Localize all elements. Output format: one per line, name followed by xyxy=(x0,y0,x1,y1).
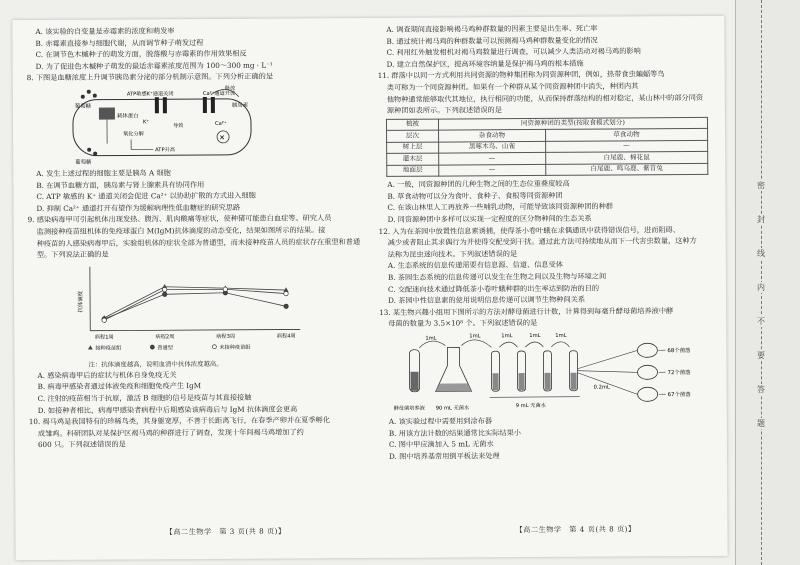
fig-label-plate-volume: 0.2mL xyxy=(593,384,610,391)
q9-stem-line-2: 监测接种疫苗组机体的免疫球蛋白 M(IgM)抗体滴度的动态变化，结果如图所示的结果。接 xyxy=(36,225,326,236)
table-cell: 树上层 xyxy=(387,142,439,154)
legend-marker xyxy=(88,345,93,349)
x-tick-label: 病程2周 xyxy=(155,333,175,341)
q10-stem-line-2: 成雏鸡。科研团队对某保护区褐马鸡的种群进行了调查，发现十年间褐马鸡增加了约 xyxy=(37,427,304,438)
table-cell: 白尾鹿、鸣乌鹿、紫苜兔 xyxy=(546,163,708,175)
table-row xyxy=(387,163,708,176)
fig-label-flask: 90 mL 无菌水 xyxy=(435,405,470,412)
fig-label-atp-up: ATP升高 xyxy=(155,147,176,154)
x-tick-label: 病程4周 xyxy=(276,333,296,340)
fig-label-transporter: 载体蛋白 xyxy=(116,113,139,120)
q9-stem-line-1: 9. 感染病毒甲可引起机体出现发热、腹泻、肌肉酸痛等症状，使种猪可能患白血症等。研究人员 xyxy=(27,213,332,225)
q13-option-d: D. 图中培养基常用倒平板法来处理 xyxy=(388,450,500,461)
series-line xyxy=(104,286,286,318)
seal-char: 密 xyxy=(752,180,770,191)
fig-label-glucose-2: 葡萄糖 xyxy=(75,159,92,166)
petri-dish-icons xyxy=(637,343,657,401)
q8-option-b: B. 在调节血糖方面，胰岛素与肾上腺素具有协同作用 xyxy=(36,179,205,190)
table-head-omnivore: 杂食动物 xyxy=(438,130,545,142)
fig-label-ca-ion: Ca²⁺ xyxy=(214,120,227,127)
y-axis-label: 抗体滴度 xyxy=(78,290,85,313)
fig-label-water: 9 mL 无菌水 xyxy=(515,402,546,410)
q11-option-a: A. 一般，同资源种团的几种生物之间的生态位重叠度较高 xyxy=(387,179,570,190)
table-head-herbivore: 草食动物 xyxy=(545,129,707,141)
dilution-tubes xyxy=(491,351,577,392)
fig-label-insulin: 胰岛素 xyxy=(231,102,249,109)
q8-option-d: D. 抑制 Ca²⁺ 通道打开有望作为缓解病理性低血糖症的研究思路 xyxy=(36,202,241,213)
q11-stem-line-2: 类可称为一个同资源种团。如果有一个种群从某个同资源种团中消失，种团内其 xyxy=(386,81,639,92)
q9-option-a: A. 感染病毒甲后的症状与机体自身免疫无关 xyxy=(37,369,177,380)
table-cell: 灌木层 xyxy=(387,153,439,165)
data-point xyxy=(162,292,166,296)
table-cell: — xyxy=(439,153,546,165)
fig-label-glucose: 葡萄糖 xyxy=(74,103,92,110)
exam-sheet xyxy=(12,16,727,560)
series-line xyxy=(104,292,286,319)
q11-stem-line-4: 源种团如表所示。下列叙述错误的是 xyxy=(386,105,502,116)
table-cell: 地面层 xyxy=(387,165,439,177)
fig-label-1ml-e: 1mL xyxy=(555,332,567,339)
x-tick-label: 病程1周 xyxy=(94,334,114,341)
q8-stem: 8. 下图是血糖浓度上升调节胰岛素分泌的部分机制示意图。下列分析正确的是 xyxy=(26,71,274,83)
table-head-group: 同资源种团的类型(按取食模式划分) xyxy=(438,117,707,130)
species-guild-table xyxy=(386,117,708,177)
q12-stem-line-2: 减少或者阻止其求偶行为并使得交配受到干扰。通过此方法可持续地从而下一代害虫数量，这种方 xyxy=(387,236,697,248)
q7-option-c: C. 在调节色木槭种子的萌发方面，脱落酸与赤霉素的作用效果相反 xyxy=(35,48,247,60)
transporter-protein-icon xyxy=(99,108,115,120)
q11-stem-line-1: 11. 群落中以同一方式利用共同资源的物种集团称为同资源种团，例如，热带食虫蝙蝠等鸟 xyxy=(377,69,665,81)
q11-option-c: C. 在该山林里人工再放养一些哺乳动物，可能导致该同资源种团的种群 xyxy=(387,201,613,213)
table-cell: — xyxy=(439,164,546,176)
legend-label: 接种疫苗组 xyxy=(95,345,122,352)
q9-chart-container xyxy=(28,259,367,361)
q7-option-d: D. 为了促进色木槭种子萌发的最适赤霉素浓度范围为 100～300 mg · L⁻¹ xyxy=(35,60,273,71)
q11-stem-line-3: 他物种通常能够取代其地位，执行相同的功能，从而保持群落结构的相对稳定，某山林中的部分同资 xyxy=(386,92,704,104)
fig-label-1ml-a: 1mL xyxy=(425,335,437,342)
seal-char: 要 xyxy=(752,350,770,361)
fig-label-ca-channel: Ca²⁺通道开放 xyxy=(202,90,236,97)
q13-figure xyxy=(379,328,718,416)
seal-char: 答 xyxy=(752,384,770,395)
q10-option-b: B. 通过统计褐马鸡的种群数量可以预测褐马鸡种群数量变化的情况 xyxy=(386,35,598,46)
antibody-titer-chart xyxy=(28,259,367,361)
seal-char: 不 xyxy=(752,316,770,327)
data-point xyxy=(284,304,288,308)
seal-char: 线 xyxy=(752,248,770,259)
q9-option-c: C. 注射的疫苗相当于抗原，激活 B 细胞的信号是疫苗与其直接接触 xyxy=(37,392,252,403)
fig-label-1ml-d: 1mL xyxy=(529,332,541,339)
fig-label-secrete: 释放 xyxy=(224,85,236,92)
glucose-dots-icon xyxy=(81,90,97,99)
q8-option-a: A. 发生上述过程的细胞主要是胰岛 A 细胞 xyxy=(36,168,171,179)
q11-option-b: B. 草食动物可以分为食叶、食种子、食根等同资源种团 xyxy=(387,190,563,201)
data-point xyxy=(284,291,288,295)
q11-option-d: D. 同资源种团中多样可以实现一定程度的区分物种间的生态关系 xyxy=(387,213,592,224)
page-footer-left: 【高二生物学 第 3 页(共 8 页)】 xyxy=(165,526,286,537)
q10-stem-line-3: 600 只。下列叙述错误的是 xyxy=(37,439,126,450)
q9-stem-line-4: 型。下列说法正确的是 xyxy=(36,249,109,260)
q7-option-b: B. 赤霉素直接参与细胞代谢，从而调节种子萌发过程 xyxy=(35,37,204,48)
table-head-layer-top: 植被 xyxy=(386,119,438,131)
q9-option-d: D. 如接种者相比，病毒甲感染者病程中后期感染该病毒后与 IgM 抗体滴度会更高 xyxy=(37,403,298,415)
seal-char: 题 xyxy=(752,418,770,429)
q8-option-c: C. ATP 敏感的 K⁺ 通道关闭会促进 Ca²⁺ 以协助扩散的方式进入细胞 xyxy=(36,190,256,202)
q12-option-b: B. 茶园生态系统的信息传递可以发生在生物之间以及生物与环境之间 xyxy=(387,271,607,282)
q12-option-a: A. 生态系统的信息传递需要有信息源、信道、信息受体 xyxy=(387,260,563,271)
q10-option-d: D. 建立自然保护区，提高环境容纳量是保护褐马鸡的根本措施 xyxy=(386,58,584,69)
q12-stem-line-1: 12. 入为在茶园中放置性信息素诱捕，使得茶小卷叶蛾在求偶通讯中获得错误信号，进而阻碍、 xyxy=(378,224,680,236)
seal-char: 内 xyxy=(752,282,770,293)
legend-label: 普通型 xyxy=(157,344,173,352)
table-cell: — xyxy=(545,140,707,152)
fig-label-colony-2: 72个菌落 xyxy=(667,370,691,377)
q13-stem-line-1: 13. 某生物兴趣小组用下图所示的方法对酵母菌进行计数，计算得到每毫升酵母菌培养液中酵 xyxy=(379,305,674,317)
x-tick-label: 病程3周 xyxy=(216,333,236,340)
legend-marker xyxy=(212,344,216,348)
q12-stem-line-3: 法称为昆虫迷向技术。下列叙述错误的是 xyxy=(387,248,518,259)
right-column xyxy=(377,22,718,462)
fig-label-1ml-b: 1mL xyxy=(469,333,481,340)
q12-option-c: C. 交配迷向技术通过降低茶小卷叶蛾种群的出生率达到防治的目的 xyxy=(387,283,600,294)
q12-option-d: D. 茶园中性信息素的使用说明信息传递可以调节生物种间关系 xyxy=(388,294,586,306)
fig-label-colony-1: 68个菌落 xyxy=(667,348,691,355)
fig-label-oxidize: 氧化分解 xyxy=(123,131,144,138)
x-axis xyxy=(90,329,300,330)
q10-option-c: C. 利用红外触发相机对褐马鸡数量进行调查，可以减少人类活动对褐马鸡的影响 xyxy=(386,46,641,58)
table-head-layer: 层次 xyxy=(387,130,439,142)
data-point xyxy=(223,287,227,291)
chart-note: 注：抗体滴度越高，说明血清中抗体浓度越高。 xyxy=(88,359,223,369)
q9-option-b: B. 病毒甲感染者通过体液免疫和细胞免疫产生 IgM xyxy=(37,381,202,392)
data-point xyxy=(102,318,106,322)
fig-label-lead: 导致 xyxy=(172,123,184,130)
fig-label-colony-3: 67个菌落 xyxy=(667,392,691,399)
fig-label-atp-channel: ATP敏感K⁺通道关闭 xyxy=(126,91,174,98)
fig-label-1ml-c: 1mL xyxy=(501,333,513,340)
q9-stem-line-3: 种疫苗的人感染病毒甲后，实验组机体的症状全部为普通型，而未接种疫苗人员的症状存在重型和普通 xyxy=(36,236,361,248)
q10-stem-line-1: 10. 褐马鸡是我国特有的珍稀鸟类，其身躯宽厚，不善于长距离飞行，在春季产卵并在夏季孵化 xyxy=(28,415,331,427)
fig-label-sample: 酵母菌培养液 xyxy=(393,405,425,412)
q13-stem-line-2: 母菌的数量为 3.5×10⁸ 个。下列叙述错误的是 xyxy=(388,318,538,329)
table-cell: 白尾鹿、棉花鼠 xyxy=(546,152,708,164)
q7-option-a: A. 该实验的自变量是赤霉素的浓度和萌发率 xyxy=(35,26,175,37)
q13-option-c: C. 图中甲应滴加入 5 mL 无菌水 xyxy=(388,439,494,450)
q10-option-a: A. 调查期间直接影响褐马鸡种群数量的因素主要是出生率、死亡率 xyxy=(386,23,598,34)
q13-option-a: A. 该实验过程中需要用到涂布器 xyxy=(388,416,493,426)
legend-marker xyxy=(150,345,154,349)
dilution-plating-diagram xyxy=(379,328,718,416)
binding-margin xyxy=(735,0,800,565)
q13-option-b: B. 用该方法计数的结果通常比实际结果小 xyxy=(388,427,521,438)
insulin-mechanism-diagram xyxy=(27,82,366,168)
page-footer-right: 【高二生物学 第 4 页(共 8 页)】 xyxy=(515,524,636,535)
seal-char: 封 xyxy=(752,214,770,225)
data-point xyxy=(162,287,166,291)
table-cell: 黑啄木鸟、山雀 xyxy=(438,141,545,153)
svg-text:✕: ✕ xyxy=(219,133,225,142)
fig-label-k: K⁺ xyxy=(142,119,150,126)
legend-label: 未接种疫苗组 xyxy=(219,344,251,351)
q8-figure xyxy=(27,82,366,168)
left-column xyxy=(26,24,367,451)
